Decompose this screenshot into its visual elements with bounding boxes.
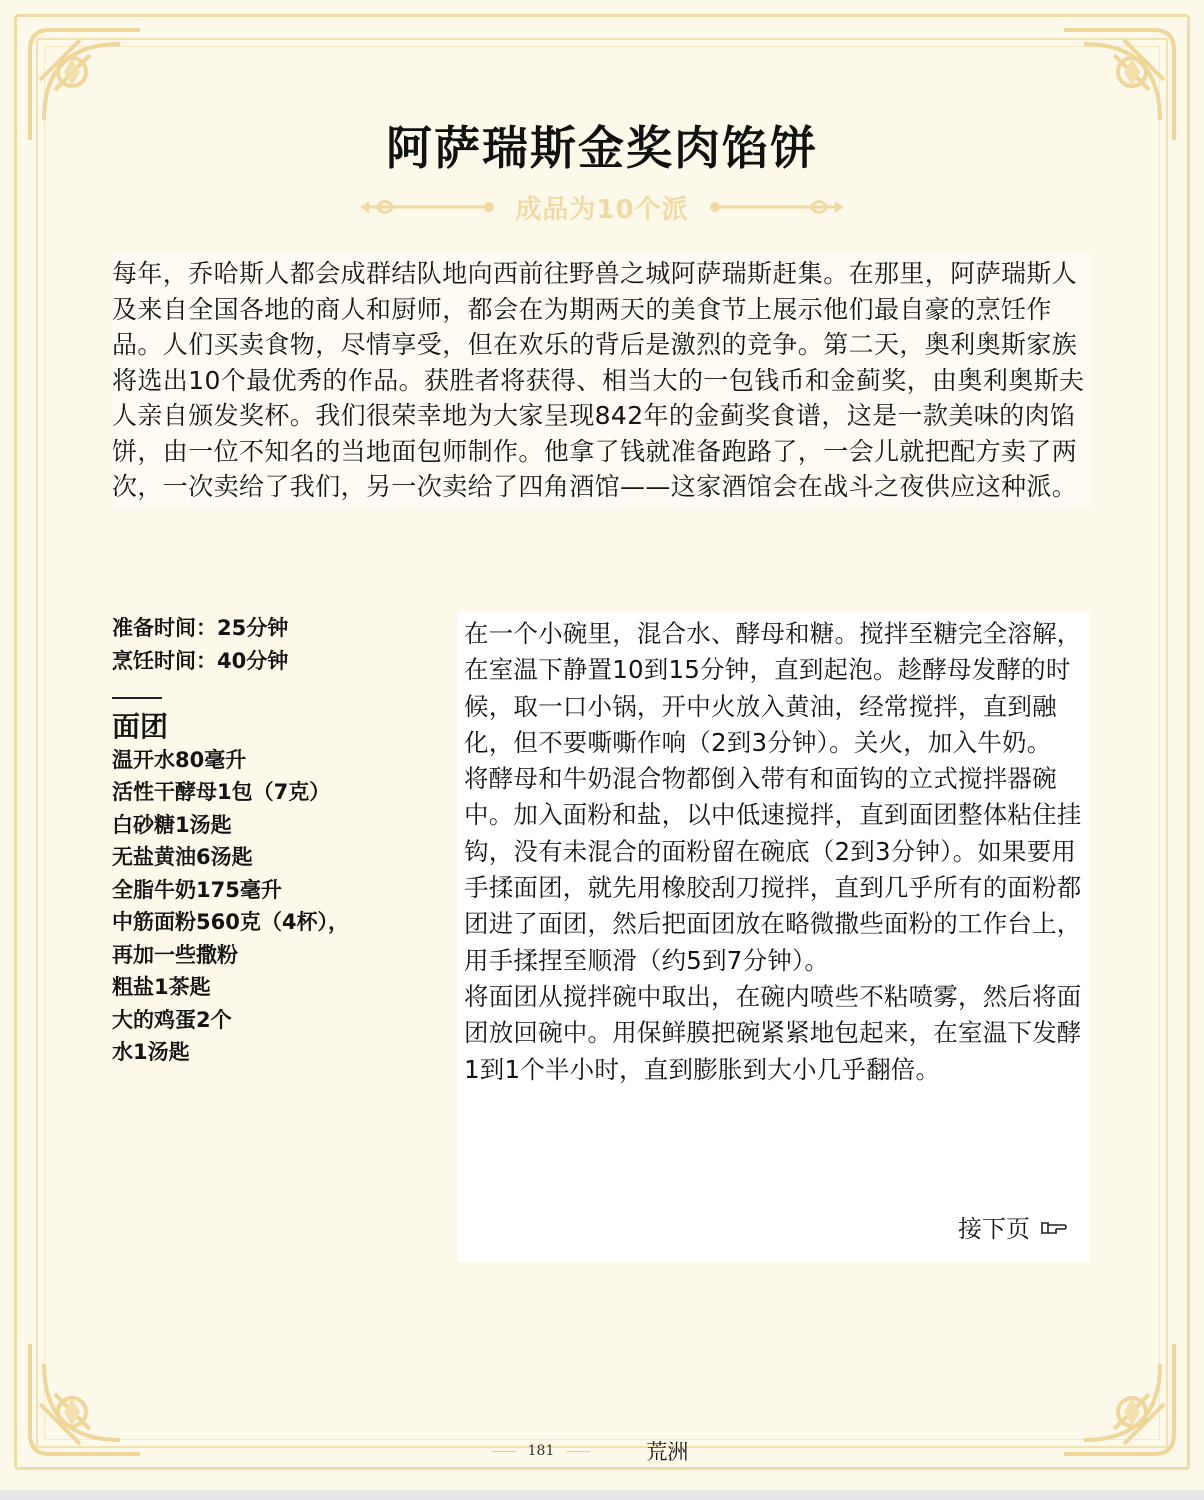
ingredient-item: 粗盐1茶匙 (112, 975, 211, 999)
scan-edge (0, 1490, 1204, 1500)
recipe-intro: 每年，乔哈斯人都会成群结队地向西前往野兽之城阿萨瑞斯赶集。在那里，阿萨瑞斯人及来自全国各地的商人和厨师，都会在为期两天的美食节上展示他们最自豪的烹饪作品。人们买卖食物，尽情享受，但在欢乐的背后是激烈的竞争。第二天，奥利奥斯家族将选出10个最优秀的作品。获胜者将获得、相当大的一包钱币和金蓟奖，由奥利奥斯夫人亲自颁发奖杯。我们很荣幸地为大家呈现842年的金蓟奖食谱，这是一款美味的肉馅饼，由一位不知名的当地面包师制作。他拿了钱就准备跑路了，一会儿就把配方卖了两次，一次卖给了我们，另一次卖给了四角酒馆——这家酒馆会在战斗之夜供应这种派。 (112, 252, 1092, 509)
method-step: 在一个小碗里，混合水、酵母和糖。搅拌至糖完全溶解，在室温下静置10到15分钟，直到起泡。趁酵母发酵的时候，取一口小锅，开中火放入黄油，经常搅拌，直到融化，但不要嘶嘶作响（2到3分钟）。关火，加入牛奶。 (464, 619, 1082, 757)
method-step: 将面团从搅拌碗中取出，在碗内喷些不粘喷雾，然后将面团放回碗中。用保鲜膜把碗紧紧地包起来，在室温下发酵1到1个半小时，直到膨胀到大小几乎翻倍。 (464, 981, 1082, 1084)
method-column (458, 612, 1090, 1262)
recipe-yield: 成品为10个派 (515, 194, 689, 225)
ingredient-item: 活性干酵母1包（7克） (112, 780, 331, 804)
subtitle-row (0, 185, 1204, 229)
ingredient-item: 大的鸡蛋2个 (112, 1007, 232, 1032)
page-number: 181 (516, 1441, 567, 1461)
page-footer (0, 1436, 1204, 1466)
prep-time: 准备时间：25分钟 (112, 616, 289, 640)
ingredient-item: 白砂糖1汤匙 (112, 812, 232, 837)
continue-label: 接下页 (958, 1215, 1030, 1243)
ingredients-section-title: 面团 (112, 710, 169, 743)
ingredient-item: 温开水80毫升 (112, 747, 247, 772)
ingredient-item: 全脂牛奶175毫升 (112, 877, 282, 902)
recipe-title: 阿萨瑞斯金奖肉馅饼 (386, 121, 818, 175)
ingredient-item: 水1汤匙 (112, 1040, 190, 1064)
ingredients-column (112, 612, 352, 1069)
right-flourish-icon (707, 192, 847, 222)
divider (112, 697, 162, 699)
continue-next-page (958, 1209, 1068, 1244)
pointing-hand-icon (1040, 1217, 1068, 1237)
ingredient-item: 中筋面粉560克（4杯），再加一些撒粉 (112, 910, 349, 967)
method-step: 将酵母和牛奶混合物都倒入带有和面钩的立式搅拌器碗中。加入面粉和盐，以中低速搅拌，直到面团整体粘住挂钩，没有未混合的面粉留在碗底（2到3分钟）。如果要用手揉面团，就先用橡胶刮刀搅拌，直到几乎所有的面粉都团进了面团，然后把面团放在略微撒些面粉的工作台上，用手揉捏至顺滑（约5到7分钟）。 (464, 764, 1082, 975)
ingredient-item: 无盐黄油6汤匙 (112, 845, 253, 869)
left-flourish-icon (357, 192, 497, 222)
chapter-region: 荒洲 (646, 1440, 689, 1464)
cook-time: 烹饪时间：40分钟 (112, 648, 289, 673)
